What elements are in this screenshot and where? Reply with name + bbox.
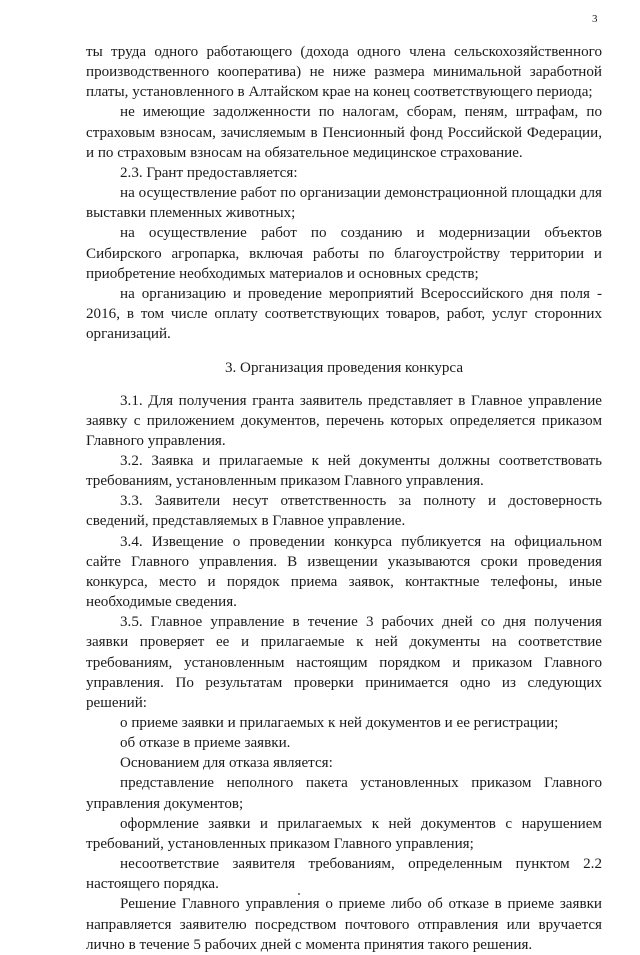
paragraph: на организацию и проведение мероприятий Всероссийского дня поля - 2016, в том числе оплату соответствующих товаров, работ, услуг сторонних организаций.: [86, 285, 602, 343]
paragraph: 3.1. Для получения гранта заявитель представляет в Главное управление заявку с приложением документов, перечень которых определяется приказом Главного управления.: [86, 392, 602, 449]
scan-speck: [298, 893, 300, 895]
paragraph: не имеющие задолженности по налогам, сборам, пеням, штрафам, по страховым взносам, зачисляемым в Пенсионный фонд Российской Федерации, и по страховым взносам на обязательное медицинское страхование.: [86, 104, 602, 161]
paragraph: оформление заявки и прилагаемых к ней документов с нарушением требований, установленных приказом Главного управления;: [86, 815, 602, 852]
document-body: [86, 42, 602, 955]
paragraph: Решение Главного управления о приеме либо об отказе в приеме заявки направляется заявителю посредством почтового отправления или вручается лично в течение 5 рабочих дней с момента принятия такого решения.: [86, 896, 602, 953]
paragraph: на осуществление работ по созданию и модернизации объектов Сибирского агропарка, включая работы по благоустройству территории и приобретение необходимых материалов и основных средств;: [86, 225, 602, 282]
section-2-continuation: [86, 42, 602, 344]
paragraph: представление неполного пакета установленных приказом Главного управления документов;: [86, 775, 602, 812]
paragraph: 3.4. Извещение о проведении конкурса публикуется на официальном сайте Главного управления. В извещении указываются сроки проведения конкурса, место и порядок приема заявок, контактные телефоны, иные необходимые сведения.: [86, 533, 602, 611]
section-heading: 3. Организация проведения конкурса: [224, 360, 464, 377]
page-number: 3: [592, 13, 598, 25]
paragraph: ты труда одного работающего (дохода одного члена сельскохозяйственного производственного кооператива) не ниже размера минимальной заработной платы, установленного в Алтайском крае на конец соответствующего периода;: [86, 44, 602, 101]
paragraph: 2.3. Грант предоставляется:: [120, 164, 298, 181]
paragraph: о приеме заявки и прилагаемых к ней документов и ее регистрации;: [120, 715, 559, 731]
paragraph: Основанием для отказа является:: [120, 755, 333, 772]
paragraph: несоответствие заявителя требованиям, определенным пунктом 2.2 настоящего порядка.: [86, 856, 602, 893]
section-3-body: [86, 391, 602, 955]
paragraph: 3.5. Главное управление в течение 3 рабочих дней со дня получения заявки проверяет ее и прилагаемые к ней документы на соответствие требованиям, установленным настоящим порядком и приказом Главного управления. По результатам проверки принимается одно из следующих решений:: [86, 614, 602, 711]
paragraph: 3.2. Заявка и прилагаемые к ней документы должны соответствовать требованиям, установленным приказом Главного управления.: [86, 452, 602, 490]
paragraph: 3.3. Заявители несут ответственность за полноту и достоверность сведений, представляемых в Главное управление.: [86, 493, 602, 530]
paragraph: об отказе в приеме заявки.: [120, 735, 291, 752]
paragraph: на осуществление работ по организации демонстрационной площадки для выставки племенных животных;: [86, 185, 602, 222]
